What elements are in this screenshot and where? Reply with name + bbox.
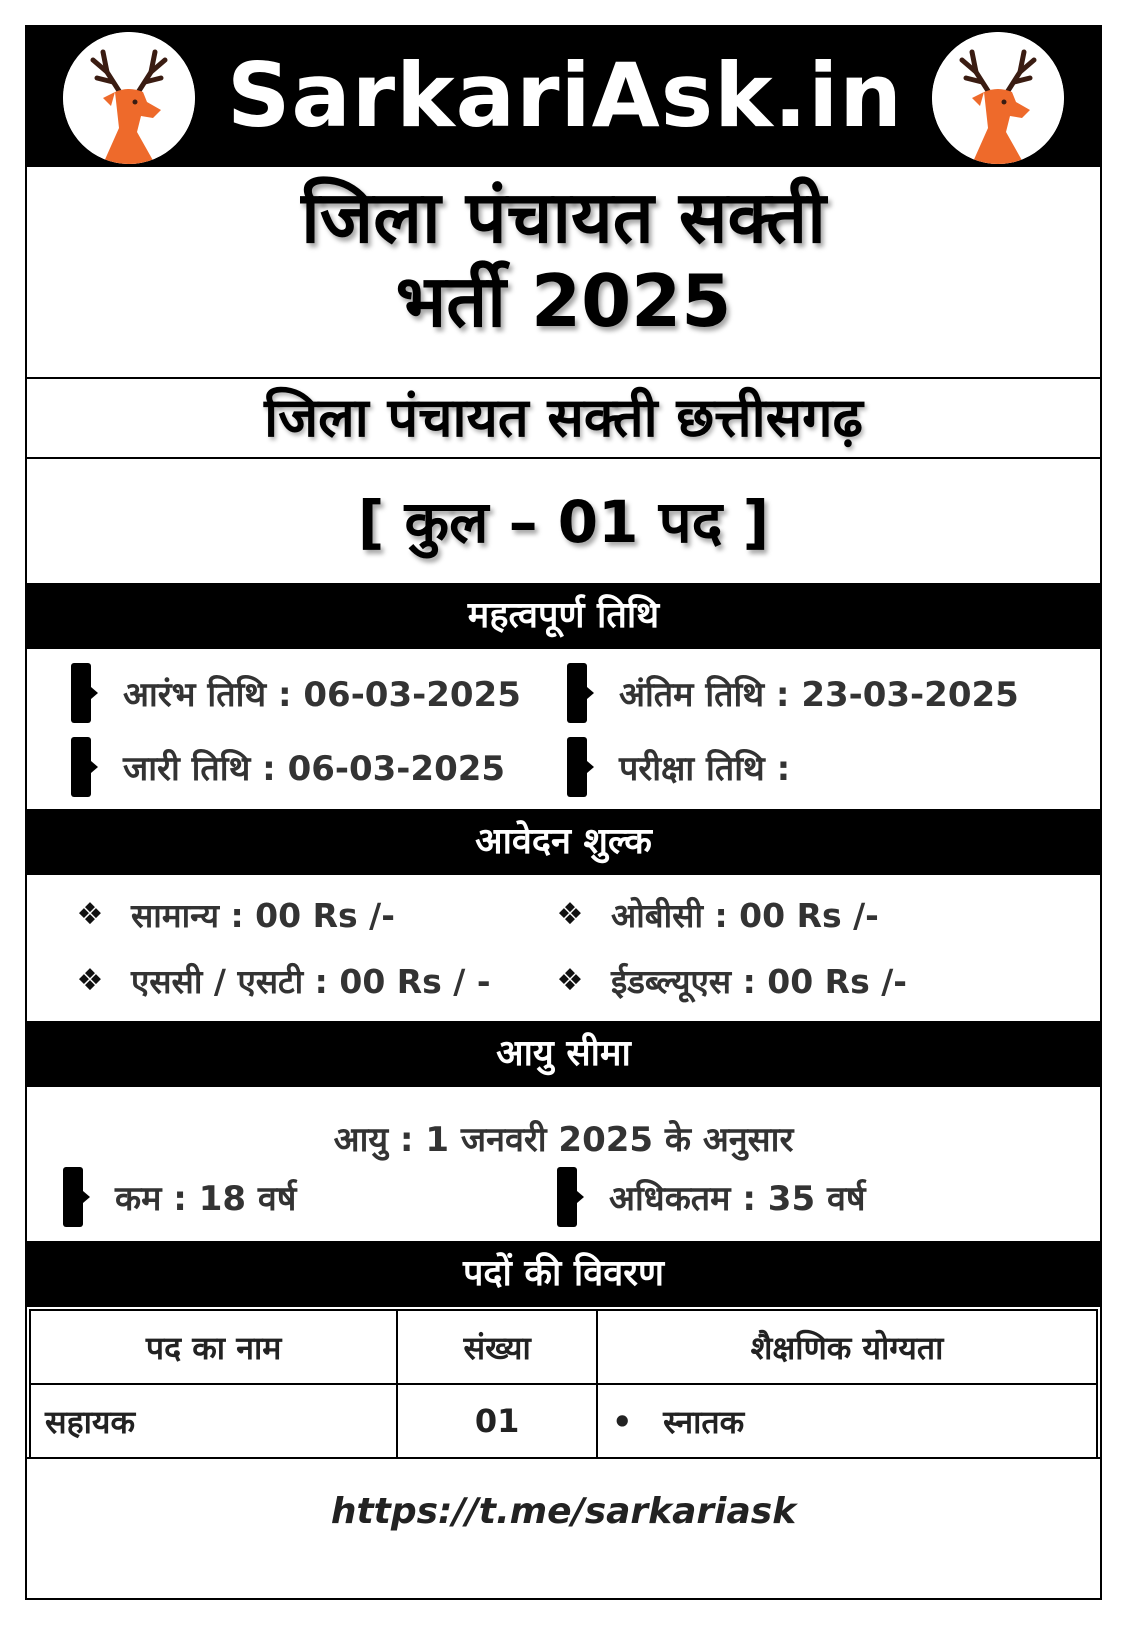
fee-sc-st: ❖ एससी / एसटी : 00 Rs / -	[76, 961, 491, 1001]
site-name: SarkariAsk.in	[227, 44, 903, 147]
divider	[27, 457, 1100, 459]
qualification-cell: • स्नातक	[597, 1384, 1097, 1458]
fee-ews: ❖ ईडब्ल्यूएस : 00 Rs /-	[556, 961, 907, 1001]
page-title	[27, 175, 1100, 343]
bullet-icon	[71, 737, 91, 797]
dates-heading: महत्वपूर्ण तिथि	[27, 583, 1100, 649]
bullet-icon	[63, 1167, 83, 1227]
fee-obc: ❖ ओबीसी : 00 Rs /-	[556, 895, 879, 935]
notice-card	[25, 25, 1102, 1600]
age-max: अधिकतम : 35 वर्ष	[557, 1167, 866, 1227]
post-name-cell: सहायक	[30, 1384, 397, 1458]
column-header-count: संख्या	[397, 1310, 597, 1384]
table-row	[30, 1384, 1097, 1458]
table-header-row	[30, 1310, 1097, 1384]
diamond-bullet-icon: ❖	[556, 896, 584, 932]
fees-heading: आवेदन शुल्क	[27, 809, 1100, 875]
telegram-link[interactable]: https://t.me/sarkariask	[330, 1491, 797, 1532]
post-count-cell: 01	[397, 1384, 597, 1458]
exam-date: परीक्षा तिथि :	[567, 737, 790, 797]
last-date: अंतिम तिथि : 23-03-2025	[567, 663, 1019, 723]
start-date: आरंभ तिथि : 06-03-2025	[71, 663, 521, 723]
fee-general: ❖ सामान्य : 00 Rs /-	[76, 895, 395, 935]
age-reference-note: आयु : 1 जनवरी 2025 के अनुसार	[333, 1120, 794, 1160]
posts-table	[29, 1309, 1098, 1459]
diamond-bullet-icon: ❖	[76, 896, 104, 932]
title-line-1: जिला पंचायत सक्ती	[301, 175, 826, 259]
bullet-icon	[71, 663, 91, 723]
age-heading: आयु सीमा	[27, 1021, 1100, 1087]
organization-title: जिला पंचायत सक्ती छत्तीसगढ़	[264, 386, 863, 449]
posts-heading: पदों की विवरण	[27, 1241, 1100, 1307]
diamond-bullet-icon: ❖	[76, 962, 104, 998]
bullet-icon	[567, 663, 587, 723]
divider	[27, 1457, 1100, 1459]
deer-head-icon	[932, 32, 1064, 164]
bullet-dot-icon: •	[611, 1402, 633, 1441]
issue-date: जारी तिथि : 06-03-2025	[71, 737, 505, 797]
column-header-qualification: शैक्षणिक योग्यता	[597, 1310, 1097, 1384]
age-min: कम : 18 वर्ष	[63, 1167, 296, 1227]
total-posts: [ कुल – 01 पद ]	[357, 488, 770, 556]
diamond-bullet-icon: ❖	[556, 962, 584, 998]
bullet-icon	[567, 737, 587, 797]
deer-head-icon	[63, 32, 195, 164]
title-line-2: भर्ती 2025	[395, 259, 732, 343]
site-header	[27, 27, 1100, 167]
bullet-icon	[557, 1167, 577, 1227]
column-header-post-name: पद का नाम	[30, 1310, 397, 1384]
